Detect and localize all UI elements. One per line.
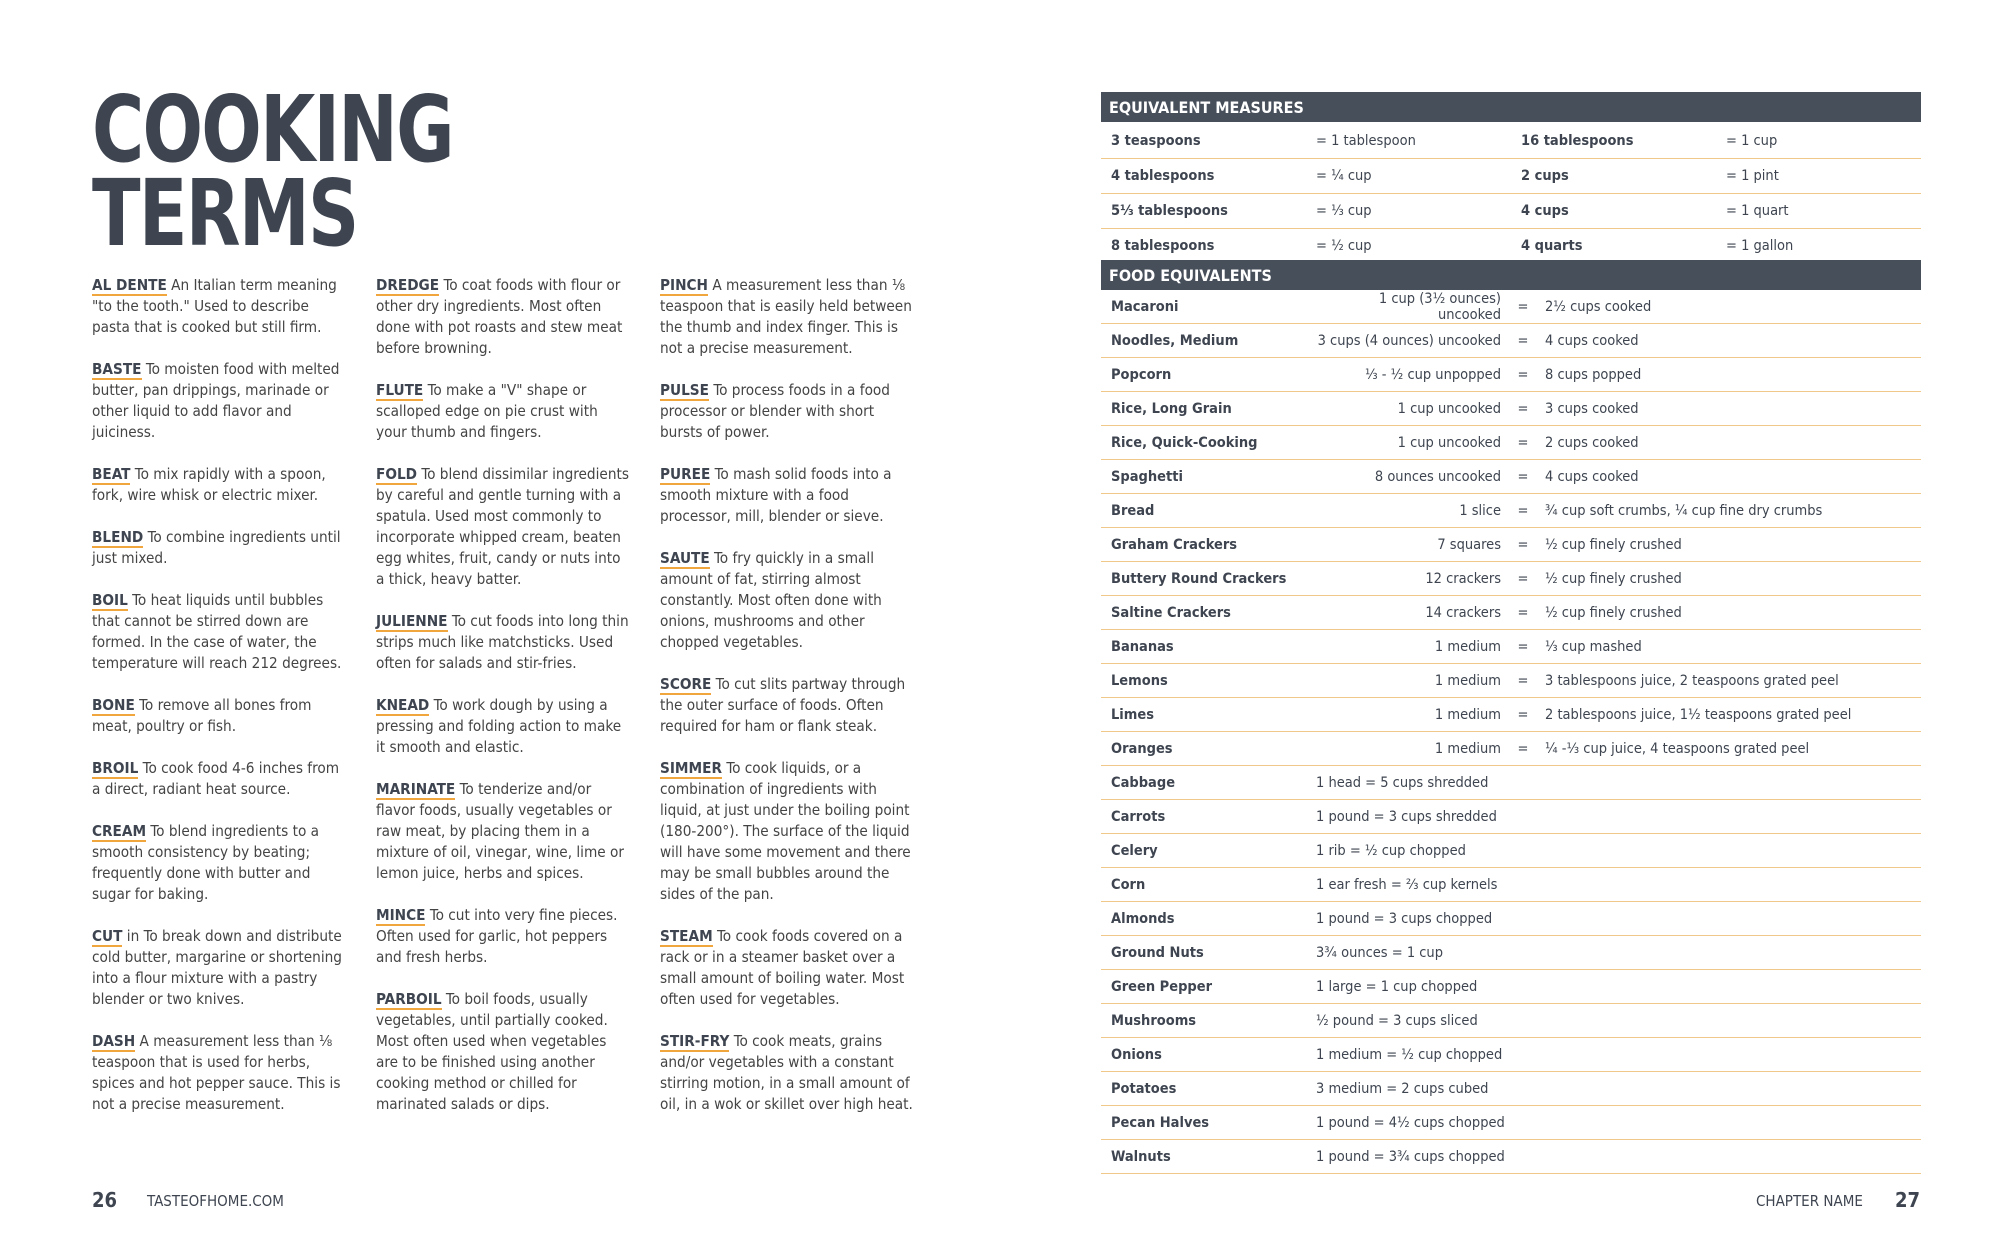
- table-cell: 2½ cups cooked: [1535, 290, 1921, 324]
- table-cell: 4 quarts: [1511, 229, 1716, 264]
- table-row: [1101, 936, 1921, 970]
- table-row: [1101, 1072, 1921, 1106]
- table-cell: Spaghetti: [1101, 460, 1306, 494]
- term-definition: To cook foods covered on a rack or in a steamer basket over a small amount of boiling water. Most often used for vegetables.: [660, 927, 905, 1008]
- table-cell: Mushrooms: [1101, 1004, 1306, 1038]
- table-cell: Corn: [1101, 868, 1306, 902]
- table-cell: =: [1511, 324, 1535, 358]
- table-cell: Oranges: [1101, 732, 1306, 766]
- table-row: [1101, 800, 1921, 834]
- term-definition: To process foods in a food processor or blender with short bursts of power.: [660, 381, 890, 441]
- term-entry: [660, 380, 915, 443]
- term-definition: To make a "V" shape or scalloped edge on pie crust with your thumb and fingers.: [376, 381, 598, 441]
- table-row: [1101, 358, 1921, 392]
- term-word: JULIENNE: [376, 612, 448, 630]
- term-definition: To cut into very fine pieces. Often used for garlic, hot peppers and fresh herbs.: [376, 906, 618, 966]
- table-cell: Potatoes: [1101, 1072, 1306, 1106]
- table-row: [1101, 229, 1921, 264]
- term-definition: To coat foods with flour or other dry ingredients. Most often done with pot roasts and stew meat before browning.: [376, 276, 623, 357]
- table-row: [1101, 290, 1921, 324]
- term-word: PARBOIL: [376, 990, 442, 1008]
- table-cell: = 1 gallon: [1716, 229, 1921, 264]
- table-cell: Macaroni: [1101, 290, 1306, 324]
- table-cell: = ½ cup: [1306, 229, 1511, 264]
- term-entry: [92, 275, 347, 338]
- table-cell: =: [1511, 358, 1535, 392]
- table-cell: Saltine Crackers: [1101, 596, 1306, 630]
- term-definition: To combine ingredients until just mixed.: [92, 528, 341, 567]
- table-cell: 1 medium: [1306, 732, 1511, 766]
- term-word: STEAM: [660, 927, 713, 945]
- term-word: SCORE: [660, 675, 712, 693]
- food-equivalents-table: [1101, 290, 1921, 1174]
- term-word: BONE: [92, 696, 135, 714]
- terms-column-3: [660, 275, 915, 1136]
- term-definition: To cook liquids, or a combination of ingredients with liquid, at just under the boiling point (180-200°). The surface of the liquid will have some movement and there may be small bubbles around the sides of the pan.: [660, 759, 911, 903]
- table-row: [1101, 732, 1921, 766]
- table-cell: Walnuts: [1101, 1140, 1306, 1174]
- table-cell: Popcorn: [1101, 358, 1306, 392]
- table-cell: =: [1511, 732, 1535, 766]
- table-cell: =: [1511, 630, 1535, 664]
- table-cell: 1 medium: [1306, 698, 1511, 732]
- table-row: [1101, 902, 1921, 936]
- term-definition: To heat liquids until bubbles that cannot be stirred down are formed. In the case of water, the temperature will reach 212 degrees.: [92, 591, 342, 672]
- table-cell: 8 tablespoons: [1101, 229, 1306, 264]
- right-page: [1000, 0, 2000, 1249]
- table-cell: =: [1511, 494, 1535, 528]
- page-number-right: 27: [1895, 1188, 1921, 1212]
- term-entry: [92, 359, 347, 443]
- table-row: [1101, 124, 1921, 159]
- term-entry: [660, 464, 915, 527]
- table-cell: Rice, Long Grain: [1101, 392, 1306, 426]
- table-cell: 1 pound = 4½ cups chopped: [1306, 1106, 1921, 1140]
- term-definition: To remove all bones from meat, poultry or fish.: [92, 696, 312, 735]
- term-word: BEAT: [92, 465, 131, 483]
- table-cell: 5⅓ tablespoons: [1101, 194, 1306, 229]
- table-cell: 3¾ ounces = 1 cup: [1306, 936, 1921, 970]
- table-cell: 1 slice: [1306, 494, 1511, 528]
- term-entry: [660, 758, 915, 905]
- table-cell: ¼ -⅓ cup juice, 4 teaspoons grated peel: [1535, 732, 1921, 766]
- equivalent-measures-header: EQUIVALENT MEASURES: [1101, 92, 1921, 122]
- table-cell: 3 teaspoons: [1101, 124, 1306, 159]
- term-definition: To cut foods into long thin strips much like matchsticks. Used often for salads and stir-fries.: [376, 612, 629, 672]
- term-entry: [660, 275, 915, 359]
- table-cell: Cabbage: [1101, 766, 1306, 800]
- term-definition: To boil foods, usually vegetables, until partially cooked. Most often used when vegetables are to be finished using another cooking method or chilled for marinated salads or dips.: [376, 990, 608, 1113]
- table-cell: 8 cups popped: [1535, 358, 1921, 392]
- table-cell: 3 cups cooked: [1535, 392, 1921, 426]
- term-entry: [92, 464, 347, 506]
- table-cell: Celery: [1101, 834, 1306, 868]
- table-cell: Onions: [1101, 1038, 1306, 1072]
- table-row: [1101, 494, 1921, 528]
- table-row: [1101, 528, 1921, 562]
- table-row: [1101, 596, 1921, 630]
- equivalent-measures-table: [1101, 124, 1921, 264]
- term-definition: To cook food 4-6 inches from a direct, radiant heat source.: [92, 759, 340, 798]
- table-cell: ½ cup finely crushed: [1535, 528, 1921, 562]
- table-cell: =: [1511, 596, 1535, 630]
- table-cell: = ¼ cup: [1306, 159, 1511, 194]
- table-row: [1101, 1106, 1921, 1140]
- table-cell: =: [1511, 528, 1535, 562]
- table-cell: =: [1511, 426, 1535, 460]
- term-word: DASH: [92, 1032, 136, 1050]
- term-word: PUREE: [660, 465, 711, 483]
- term-definition: To mix rapidly with a spoon, fork, wire whisk or electric mixer.: [92, 465, 326, 504]
- term-word: AL DENTE: [92, 276, 167, 294]
- term-word: KNEAD: [376, 696, 430, 714]
- table-cell: Bread: [1101, 494, 1306, 528]
- table-cell: ½ cup finely crushed: [1535, 562, 1921, 596]
- term-word: BLEND: [92, 528, 144, 546]
- table-cell: = 1 quart: [1716, 194, 1921, 229]
- table-cell: Ground Nuts: [1101, 936, 1306, 970]
- term-definition: A measurement less than ⅛ teaspoon that is used for herbs, spices and hot pepper sauce. This is not a precise measurement.: [92, 1032, 341, 1113]
- page-title: [92, 76, 453, 267]
- title-line-2: TERMS: [92, 160, 358, 267]
- table-cell: 1 cup (3½ ounces) uncooked: [1306, 290, 1511, 324]
- table-cell: 7 squares: [1306, 528, 1511, 562]
- term-entry: [92, 821, 347, 905]
- table-row: [1101, 159, 1921, 194]
- table-cell: = 1 cup: [1716, 124, 1921, 159]
- table-row: [1101, 1038, 1921, 1072]
- food-equivalents-header: FOOD EQUIVALENTS: [1101, 260, 1921, 290]
- term-word: PULSE: [660, 381, 709, 399]
- term-entry: [660, 1031, 915, 1115]
- term-entry: [92, 926, 347, 1010]
- table-cell: =: [1511, 392, 1535, 426]
- table-cell: 1 medium: [1306, 630, 1511, 664]
- term-word: SAUTE: [660, 549, 710, 567]
- term-definition: To moisten food with melted butter, pan drippings, marinade or other liquid to add flavor and juiciness.: [92, 360, 340, 441]
- table-cell: ⅓ cup mashed: [1535, 630, 1921, 664]
- footer-chapter: CHAPTER NAME: [1756, 1192, 1863, 1210]
- term-definition: To fry quickly in a small amount of fat, stirring almost constantly. Most often done with onions, mushrooms and other chopped vegetables.: [660, 549, 882, 651]
- term-word: MARINATE: [376, 780, 456, 798]
- table-cell: = 1 tablespoon: [1306, 124, 1511, 159]
- table-cell: 1 head = 5 cups shredded: [1306, 766, 1921, 800]
- table-cell: Carrots: [1101, 800, 1306, 834]
- table-cell: 3 cups (4 ounces) uncooked: [1306, 324, 1511, 358]
- terms-column-1: [92, 275, 347, 1136]
- term-entry: [92, 527, 347, 569]
- table-row: [1101, 664, 1921, 698]
- table-cell: Bananas: [1101, 630, 1306, 664]
- table-cell: Green Pepper: [1101, 970, 1306, 1004]
- table-row: [1101, 460, 1921, 494]
- table-cell: 1 large = 1 cup chopped: [1306, 970, 1921, 1004]
- term-word: STIR-FRY: [660, 1032, 730, 1050]
- term-word: CUT: [92, 927, 123, 945]
- term-entry: [376, 380, 631, 443]
- table-cell: 2 cups: [1511, 159, 1716, 194]
- table-cell: =: [1511, 664, 1535, 698]
- table-cell: 1 medium: [1306, 664, 1511, 698]
- table-cell: =: [1511, 562, 1535, 596]
- table-cell: 1 pound = 3¾ cups chopped: [1306, 1140, 1921, 1174]
- term-entry: [376, 989, 631, 1115]
- table-cell: = 1 pint: [1716, 159, 1921, 194]
- table-cell: Pecan Halves: [1101, 1106, 1306, 1140]
- term-word: BROIL: [92, 759, 139, 777]
- table-cell: 1 rib = ½ cup chopped: [1306, 834, 1921, 868]
- table-cell: Graham Crackers: [1101, 528, 1306, 562]
- table-cell: ½ cup finely crushed: [1535, 596, 1921, 630]
- term-definition: A measurement less than ⅛ teaspoon that is easily held between the thumb and index finger. This is not a precise measurement.: [660, 276, 912, 357]
- table-cell: =: [1511, 460, 1535, 494]
- term-definition: To blend dissimilar ingredients by careful and gentle turning with a spatula. Used most commonly to incorporate whipped cream, beaten egg whites, fruit, candy or nuts into a thick, heavy batter.: [376, 465, 629, 588]
- table-cell: 2 tablespoons juice, 1½ teaspoons grated peel: [1535, 698, 1921, 732]
- table-cell: 3 medium = 2 cups cubed: [1306, 1072, 1921, 1106]
- table-cell: 4 cups: [1511, 194, 1716, 229]
- table-row: [1101, 392, 1921, 426]
- term-word: MINCE: [376, 906, 426, 924]
- page-number-left: 26: [92, 1188, 118, 1212]
- table-cell: 1 pound = 3 cups shredded: [1306, 800, 1921, 834]
- term-entry: [376, 779, 631, 884]
- term-definition: To cook meats, grains and/or vegetables with a constant stirring motion, in a small amount of oil, in a wok or skillet over high heat.: [660, 1032, 913, 1113]
- table-cell: Rice, Quick-Cooking: [1101, 426, 1306, 460]
- term-definition: An Italian term meaning "to the tooth." Used to describe pasta that is cooked but still firm.: [92, 276, 337, 336]
- term-word: SIMMER: [660, 759, 722, 777]
- table-cell: 3 tablespoons juice, 2 teaspoons grated peel: [1535, 664, 1921, 698]
- table-cell: 4 cups cooked: [1535, 460, 1921, 494]
- table-cell: =: [1511, 290, 1535, 324]
- term-entry: [92, 695, 347, 737]
- table-cell: 12 crackers: [1306, 562, 1511, 596]
- term-word: FOLD: [376, 465, 418, 483]
- table-row: [1101, 970, 1921, 1004]
- table-row: [1101, 562, 1921, 596]
- term-entry: [660, 674, 915, 737]
- table-row: [1101, 1004, 1921, 1038]
- term-definition: To mash solid foods into a smooth mixture with a food processor, mill, blender or sieve.: [660, 465, 892, 525]
- table-cell: 8 ounces uncooked: [1306, 460, 1511, 494]
- table-row: [1101, 766, 1921, 800]
- term-entry: [92, 758, 347, 800]
- term-entry: [376, 695, 631, 758]
- table-cell: Buttery Round Crackers: [1101, 562, 1306, 596]
- table-cell: Limes: [1101, 698, 1306, 732]
- table-row: [1101, 868, 1921, 902]
- term-definition: in To break down and distribute cold butter, margarine or shortening into a flour mixture with a pastry blender or two knives.: [92, 927, 342, 1008]
- term-entry: [376, 905, 631, 968]
- term-definition: To cut slits partway through the outer surface of foods. Often required for ham or flank steak.: [660, 675, 906, 735]
- table-cell: 4 tablespoons: [1101, 159, 1306, 194]
- term-entry: [376, 464, 631, 590]
- table-cell: 14 crackers: [1306, 596, 1511, 630]
- term-word: DREDGE: [376, 276, 440, 294]
- table-cell: ¾ cup soft crumbs, ¼ cup fine dry crumbs: [1535, 494, 1921, 528]
- term-definition: To work dough by using a pressing and folding action to make it smooth and elastic.: [376, 696, 622, 756]
- table-cell: Noodles, Medium: [1101, 324, 1306, 358]
- table-cell: = ⅓ cup: [1306, 194, 1511, 229]
- title-line-1: COOKING: [92, 76, 453, 183]
- term-entry: [660, 926, 915, 1010]
- table-row: [1101, 426, 1921, 460]
- table-cell: 1 medium = ½ cup chopped: [1306, 1038, 1921, 1072]
- table-cell: 16 tablespoons: [1511, 124, 1716, 159]
- table-row: [1101, 630, 1921, 664]
- table-cell: Almonds: [1101, 902, 1306, 936]
- term-word: CREAM: [92, 822, 147, 840]
- term-word: PINCH: [660, 276, 708, 294]
- term-entry: [660, 548, 915, 653]
- term-definition: To blend ingredients to a smooth consistency by beating; frequently done with butter and sugar for baking.: [92, 822, 320, 903]
- table-cell: =: [1511, 698, 1535, 732]
- term-word: FLUTE: [376, 381, 424, 399]
- table-cell: Lemons: [1101, 664, 1306, 698]
- footer-site: TASTEOFHOME.COM: [147, 1192, 284, 1210]
- table-row: [1101, 1140, 1921, 1174]
- table-cell: 1 pound = 3 cups chopped: [1306, 902, 1921, 936]
- table-cell: 4 cups cooked: [1535, 324, 1921, 358]
- table-cell: 2 cups cooked: [1535, 426, 1921, 460]
- table-row: [1101, 834, 1921, 868]
- term-entry: [92, 590, 347, 674]
- table-cell: 1 ear fresh = ⅔ cup kernels: [1306, 868, 1921, 902]
- term-word: BOIL: [92, 591, 128, 609]
- term-definition: To tenderize and/or flavor foods, usually vegetables or raw meat, by placing them in a mixture of oil, vinegar, wine, lime or lemon juice, herbs and spices.: [376, 780, 624, 882]
- table-row: [1101, 324, 1921, 358]
- term-entry: [376, 611, 631, 674]
- term-entry: [92, 1031, 347, 1115]
- table-row: [1101, 698, 1921, 732]
- table-row: [1101, 194, 1921, 229]
- table-cell: 1 cup uncooked: [1306, 426, 1511, 460]
- table-cell: 1 cup uncooked: [1306, 392, 1511, 426]
- terms-column-2: [376, 275, 631, 1136]
- table-cell: ⅓ - ½ cup unpopped: [1306, 358, 1511, 392]
- term-entry: [376, 275, 631, 359]
- term-word: BASTE: [92, 360, 142, 378]
- table-cell: ½ pound = 3 cups sliced: [1306, 1004, 1921, 1038]
